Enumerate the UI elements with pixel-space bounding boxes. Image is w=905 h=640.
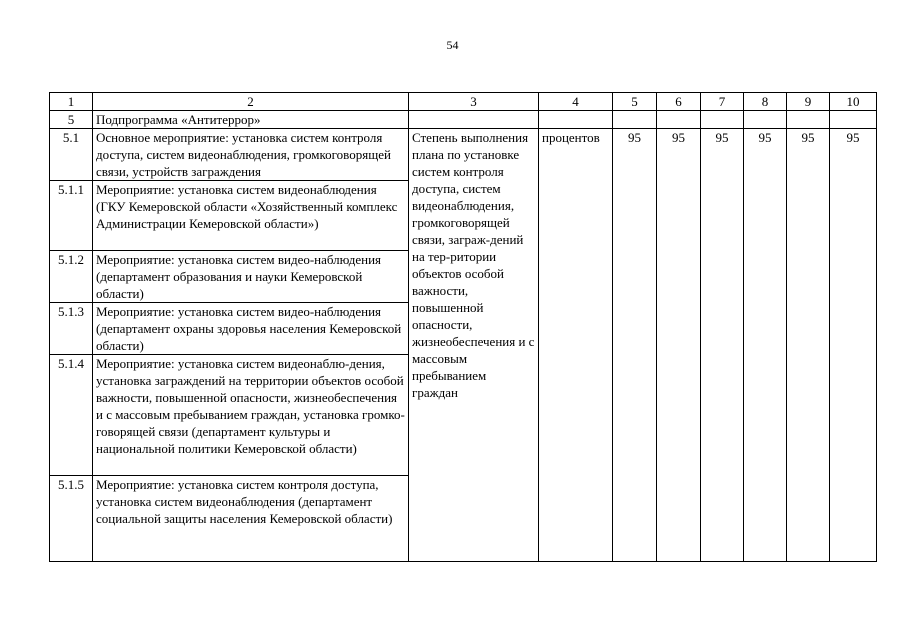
row-number: 5.1.5 — [50, 476, 93, 562]
row-number: 5.1 — [50, 129, 93, 181]
empty-cell — [613, 111, 657, 129]
empty-cell — [409, 111, 539, 129]
value-cell: 95 — [657, 129, 701, 562]
row-number: 5.1.2 — [50, 251, 93, 303]
value-cell: 95 — [787, 129, 830, 562]
value-cell: 95 — [744, 129, 787, 562]
empty-cell — [744, 111, 787, 129]
value-cell: 95 — [830, 129, 877, 562]
unit-text: процентов — [539, 129, 613, 562]
header-cell: 6 — [657, 93, 701, 111]
row-number: 5.1.3 — [50, 303, 93, 355]
header-cell: 10 — [830, 93, 877, 111]
activity-text: Мероприятие: установка систем контроля доступа, установка систем видеонаблюдения (департамент социальной защиты населения Кемеровской области) — [93, 476, 409, 562]
main-activity-row — [50, 129, 877, 181]
empty-cell — [787, 111, 830, 129]
activity-text: Мероприятие: установка систем видеонаблюдения (ГКУ Кемеровской области «Хозяйственный комплекс Администрации Кемеровской области») — [93, 181, 409, 251]
header-cell: 5 — [613, 93, 657, 111]
header-cell: 4 — [539, 93, 613, 111]
subprogram-title: Подпрограмма «Антитеррор» — [93, 111, 409, 129]
header-cell: 8 — [744, 93, 787, 111]
indicators-table — [49, 92, 877, 562]
header-cell: 7 — [701, 93, 744, 111]
header-cell: 1 — [50, 93, 93, 111]
activity-text: Мероприятие: установка систем видео-наблюдения (департамент образования и науки Кемеровской области) — [93, 251, 409, 303]
activity-text: Основное мероприятие: установка систем контроля доступа, систем видеонаблюдения, громкоговорящей связи, устройств заграждения — [93, 129, 409, 181]
empty-cell — [830, 111, 877, 129]
value-cell: 95 — [613, 129, 657, 562]
row-number: 5.1.4 — [50, 355, 93, 476]
empty-cell — [539, 111, 613, 129]
indicator-text: Степень выполнения плана по установке систем контроля доступа, систем видеонаблюдения, громкоговорящей связи, заграж-дений на тер-ритории объектов особой важности, повышенной опасности, жизнеобеспечения и с массовым пребыванием граждан — [409, 129, 539, 562]
activity-text: Мероприятие: установка систем видео-наблюдения (департамент охраны здоровья населения Кемеровской области) — [93, 303, 409, 355]
value-cell: 95 — [701, 129, 744, 562]
empty-cell — [657, 111, 701, 129]
row-number: 5.1.1 — [50, 181, 93, 251]
empty-cell — [701, 111, 744, 129]
page-number: 54 — [446, 38, 459, 52]
header-row — [50, 93, 877, 111]
header-cell: 9 — [787, 93, 830, 111]
subprogram-number: 5 — [50, 111, 93, 129]
header-cell: 2 — [93, 93, 409, 111]
subprogram-row — [50, 111, 877, 129]
activity-text: Мероприятие: установка систем видеонаблю-дения, установка заграждений на территории объектов особой важности, повышенной опасности, жизнеобеспечения и с массовым пребыванием граждан, установка громко-говорящей связи (департамент культуры и национальной политики Кемеровской области) — [93, 355, 409, 476]
header-cell: 3 — [409, 93, 539, 111]
